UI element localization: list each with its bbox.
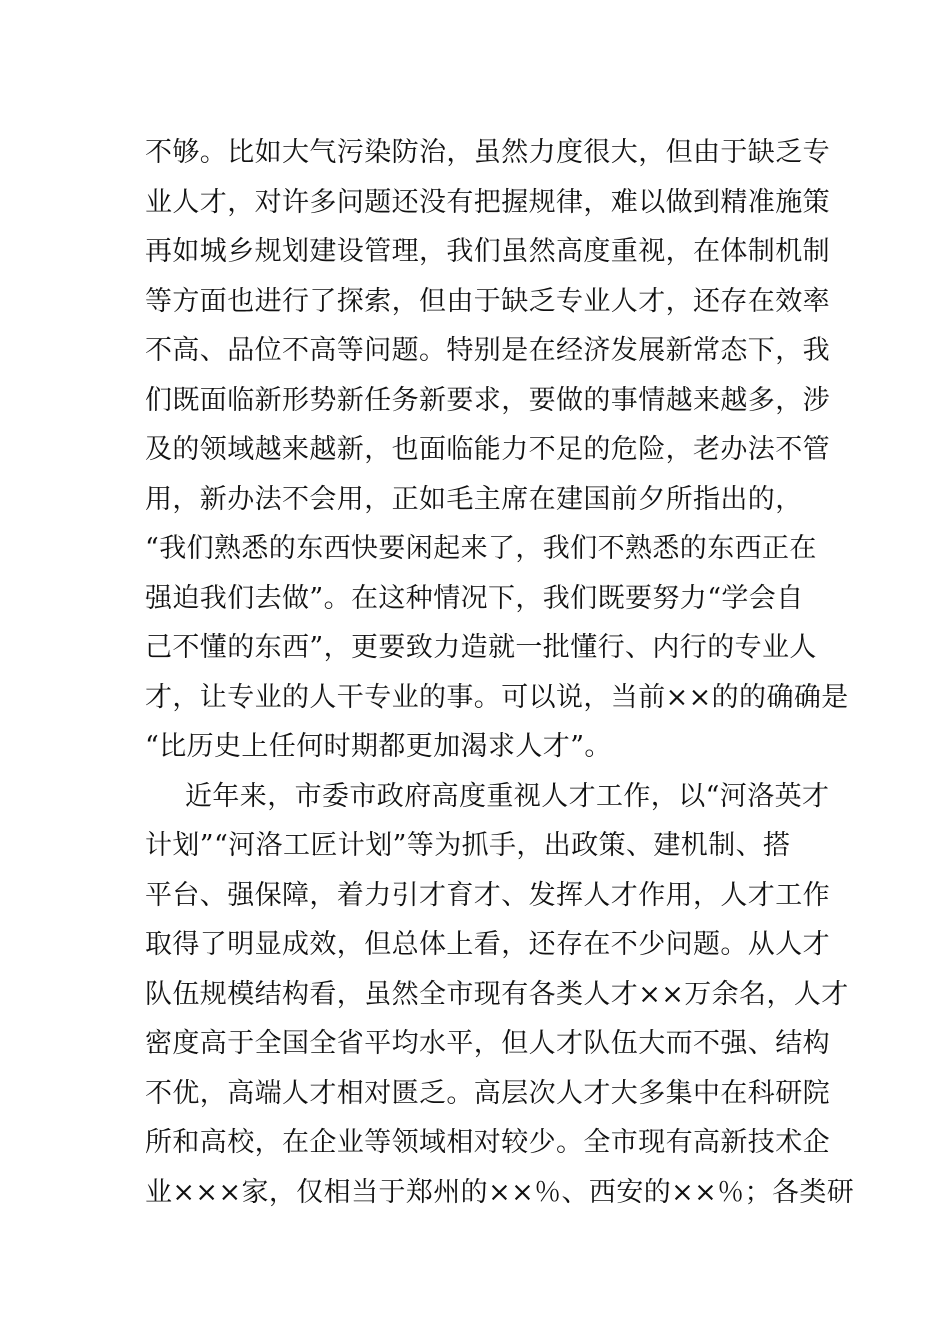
text-line: 们既面临新形势新任务新要求，要做的事情越来越多，涉 [145, 384, 830, 416]
text-line: 队伍规模结构看，虽然全市现有各类人才××万余名，人才 [145, 978, 849, 1010]
text-line: 才，让专业的人干专业的事。可以说，当前××的的确确是 [145, 681, 849, 713]
text-line: “我们熟悉的东西快要闲起来了，我们不熟悉的东西正在 [145, 533, 817, 564]
body-text [145, 128, 855, 1217]
text-line: 及的领域越来越新，也面临能力不足的危险，老办法不管 [145, 434, 830, 465]
text-line: 平台、强保障，着力引才育才、发挥人才作用，人才工作 [145, 879, 830, 911]
text-line: 不高、品位不高等问题。特别是在经济发展新常态下，我 [145, 335, 830, 366]
paragraph-start-line: 近年来，市委市政府高度重视人才工作，以“河洛英才 [185, 780, 830, 812]
text-line: 己不懂的东西”，更要致力造就一批懂行、内行的专业人 [145, 632, 817, 663]
text-line: “比历史上任何时期都更加渴求人才”。 [145, 731, 612, 762]
text-line: 取得了明显成效，但总体上看，还存在不少问题。从人才 [145, 929, 830, 960]
text-line: 密度高于全国全省平均水平，但人才队伍大而不强、结构 [145, 1028, 830, 1059]
text-line: 强迫我们去做”。在这种情况下，我们既要努力“学会自 [145, 582, 804, 614]
text-line: 计划”“河洛工匠计划”等为抓手，出政策、建机制、搭 [145, 830, 791, 861]
text-line: 业×××家，仅相当于郑州的××％、西安的××％；各类研 [145, 1176, 855, 1208]
text-line: 不优，高端人才相对匮乏。高层次人才大多集中在科研院 [145, 1077, 830, 1109]
text-line: 用，新办法不会用，正如毛主席在建国前夕所指出的， [145, 483, 803, 515]
text-line: 等方面也进行了探索，但由于缺乏专业人才，还存在效率 [145, 285, 830, 317]
text-line: 再如城乡规划建设管理，我们虽然高度重视，在体制机制 [145, 236, 830, 267]
text-line: 所和高校，在企业等领域相对较少。全市现有高新技术企 [145, 1127, 830, 1158]
text-line: 不够。比如大气污染防治，虽然力度很大，但由于缺乏专 [145, 137, 830, 168]
text-line: 业人才，对许多问题还没有把握规律，难以做到精准施策 [145, 186, 830, 218]
